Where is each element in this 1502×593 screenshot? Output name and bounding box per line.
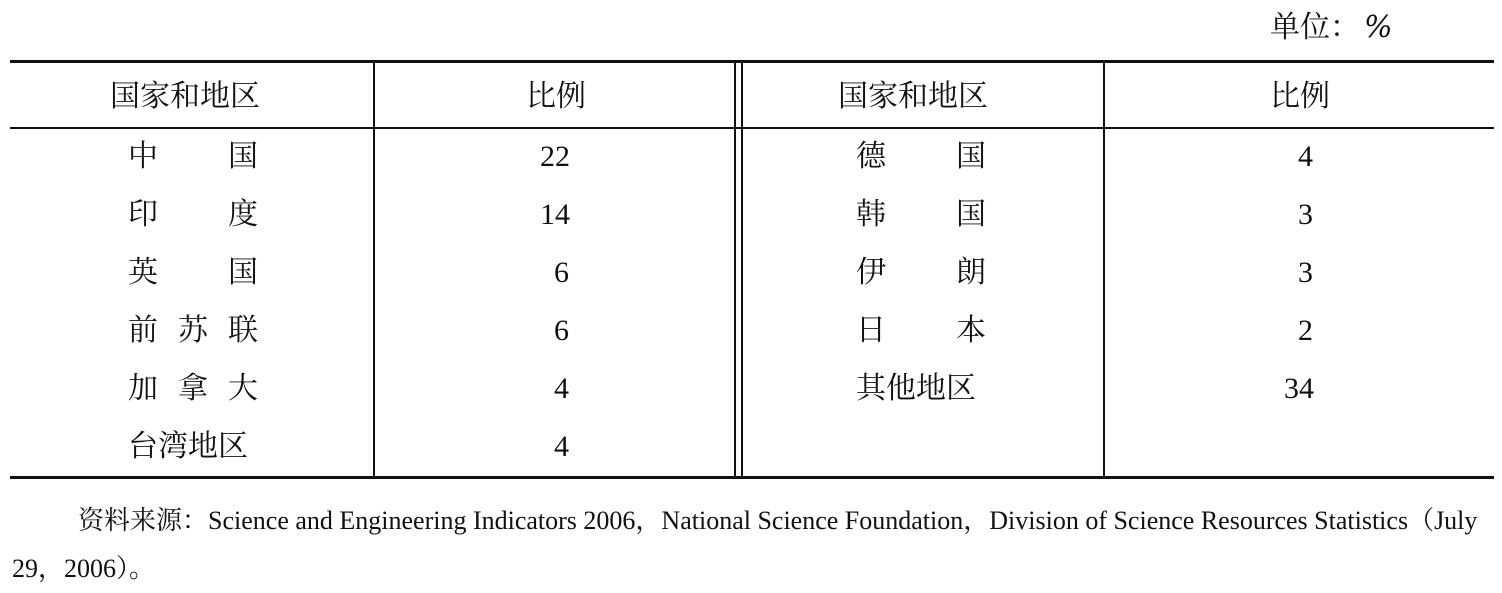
left-column-divider — [373, 62, 375, 476]
right-row-3-ratio: 3 — [1298, 256, 1313, 289]
left-row-6-region: 台湾地区 — [128, 429, 248, 464]
header-left-ratio: 比例 — [526, 79, 586, 114]
right-row-5-ratio: 34 — [1284, 372, 1314, 405]
left-row-6-ratio: 4 — [554, 430, 569, 463]
right-row-2-region: 韩 国 — [856, 197, 986, 232]
left-row-5-ratio: 4 — [554, 372, 569, 405]
left-row-1-ratio: 22 — [540, 140, 570, 173]
left-row-2-region: 印 度 — [128, 197, 258, 232]
header-right-ratio: 比例 — [1270, 79, 1330, 114]
center-double-divider-left — [734, 62, 736, 476]
header-right-region: 国家和地区 — [838, 79, 988, 114]
right-row-3-region: 伊 朗 — [856, 255, 986, 290]
left-row-5-region: 加 拿 大 — [128, 371, 258, 406]
unit-label — [1270, 8, 1393, 48]
right-row-4-region: 日 本 — [856, 313, 986, 348]
left-row-1-region: 中 国 — [128, 139, 258, 174]
unit-text: 单位： — [1270, 10, 1360, 45]
left-row-4-region: 前 苏 联 — [128, 313, 258, 348]
unit-symbol: % — [1364, 10, 1393, 45]
left-row-2-ratio: 14 — [540, 198, 570, 231]
right-row-2-ratio: 3 — [1298, 198, 1313, 231]
left-row-3-ratio: 6 — [554, 256, 569, 289]
left-row-4-ratio: 6 — [554, 314, 569, 347]
source-label: 资料来源： — [78, 506, 209, 536]
table-bottom-rule — [10, 476, 1494, 479]
right-row-5-region: 其他地区 — [856, 371, 976, 406]
header-left-region: 国家和地区 — [110, 79, 260, 114]
source-note — [12, 497, 1494, 593]
center-double-divider-right — [741, 62, 743, 476]
table-top-rule — [10, 60, 1494, 63]
source-text: Science and Engineering Indicators 2006，National Science Foundation，Division of Science Resources Statistics（July 29，2006）。 — [12, 506, 1478, 583]
right-column-divider — [1103, 62, 1105, 476]
table-header-rule — [10, 127, 1494, 129]
right-row-4-ratio: 2 — [1298, 314, 1313, 347]
left-row-3-region: 英 国 — [128, 255, 258, 290]
right-row-1-region: 德 国 — [856, 139, 986, 174]
right-row-1-ratio: 4 — [1298, 140, 1313, 173]
